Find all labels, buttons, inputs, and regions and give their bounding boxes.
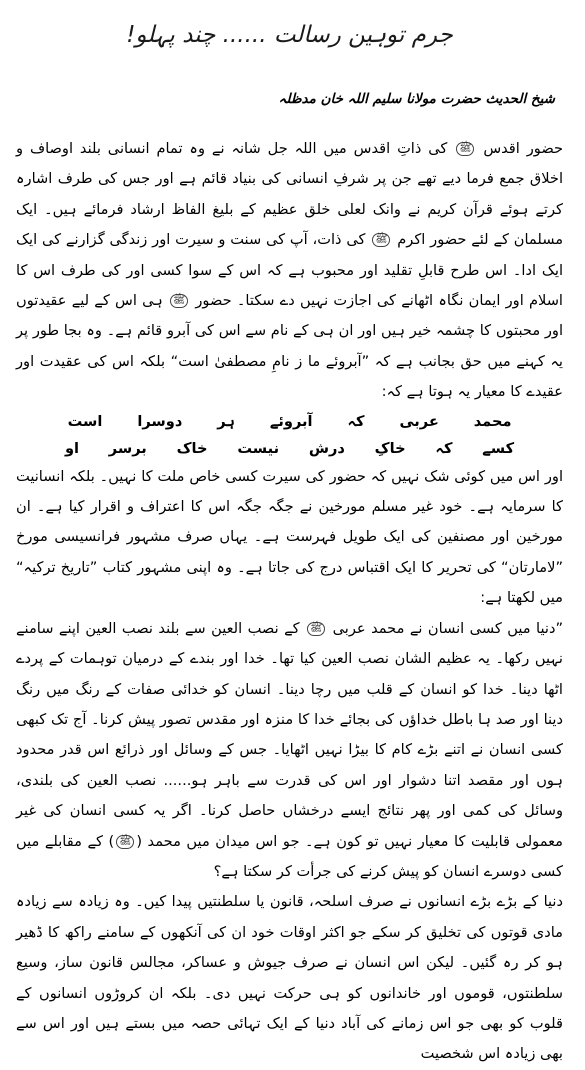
verse-word: دوسرا bbox=[137, 412, 183, 430]
verse-word: عربی bbox=[399, 412, 439, 430]
verse-word: خاک bbox=[176, 439, 208, 457]
verse-word: خاکِ bbox=[374, 439, 406, 457]
salutation-symbol: ﷺ bbox=[116, 835, 134, 849]
paragraph-text: حضور اقدس bbox=[483, 140, 564, 157]
verse-word: او bbox=[64, 439, 80, 457]
salutation-symbol: ﷺ bbox=[307, 622, 325, 636]
author-byline: شیخ الحدیث حضرت مولانا سلیم اللہ خان مدظلہ bbox=[278, 91, 555, 107]
paragraph-text: اور اس میں کوئی شک نہیں کہ حضور کی سیرت کسی خاص ملت کا نہیں۔ بلکہ انسانیت کا سرمایہ ہے۔ خود غیر مسلم مورخین نے جگہ جگہ اس کا اعتراف و اقرار کیا ہے۔ ان مورخین اور مصنفین کی ایک طویل فہرست ہے۔ یہاں صرف مشہور فرانسیسی مورخ ”لامارتان“ کی تحریر کا ایک اقتباس درج کی جاتا ہے۔ وہ اپنی مشہور کتاب ”تاریخ ترکیہ“ میں لکھتا ہے: bbox=[16, 467, 563, 607]
paragraph-text: کی ذاتِ اقدس میں اللہ جل شانہ نے وہ تمام انسانی بلند اوصاف و اخلاق جمع فرما دیے تھے جن پر شرفِ انسانی کی بنیاد قائم ہے اور جس کی طرف اشارہ کرتے ہوئے قرآن کریم نے وانک لعلی خلق عظیم کے بلیغ الفاظ ارشاد فرمائے ہیں۔ ایک مسلمان کے لئے حضور اکرم bbox=[16, 140, 564, 249]
paragraph-text: ہی اس کے لیے عقیدتوں اور محبتوں کا چشمہ خیر ہیں اور ان ہی کے نام سے اس کی آبرو قائم ہے۔ وہ بجا طور پر یہ کہنے میں حق بجانب ہے کہ ”آبروئے ما ز نامِ مصطفیٰ است“ بلکہ اس کی عقیدت اور عقیدے کا معیار یہ ہوتا ہے کہ: bbox=[16, 292, 563, 401]
paragraph-text: کی ذات، آپ کی سنت و سیرت اور زندگی گزارنے کی ایک ایک ادا۔ اس طرح قابلِ تقلید اور محبوب ہے کہ اس کے سوا کسی اور کی طرف اس کا اسلام اور ایمان نگاہ اٹھانے کی اجازت نہیں دے سکتا۔ حضور bbox=[16, 231, 563, 310]
verse-word: کہ bbox=[435, 439, 453, 457]
verse-word: ہر bbox=[217, 412, 235, 430]
paragraph-text: ) کے مقابلے میں کسی دوسرے انسان کو پیش کرنے کی جرأت کر سکتا ہے؟ bbox=[16, 832, 563, 880]
paragraph-text: ”دنیا میں کسی انسان نے محمد عربی bbox=[332, 619, 564, 637]
verse-line-1 bbox=[16, 408, 563, 435]
verse-word: است bbox=[67, 412, 103, 430]
verse-word: برسر bbox=[108, 439, 147, 457]
verse-line-2 bbox=[16, 435, 563, 462]
paragraph-text: دنیا کے بڑے بڑے انسانوں نے صرف اسلحہ، قانون یا سلطنتیں پیدا کیں۔ وہ زیادہ سے زیادہ مادی قوتوں کی تخلیق کر سکے جو اکثر اوقات خود ان کی آنکھوں کے سامنے راکھ کا ڈھیر ہو کر رہ گئیں۔ لیکن اس انسان نے صرف جیوش و عساکر، مجالس قانون ساز، وسیع سلطنتوں، قوموں اور خاندانوں کو ہی حرکت نہیں دی۔ بلکہ ان کروڑوں انسانوں کے قلوب کو بھی جو اس زمانے کی آباد دنیا کے ایک تہائی حصہ میں بستے ہیں اور اس سے بھی زیادہ اس شخصیت bbox=[16, 893, 563, 1063]
verse-word: محمد bbox=[473, 412, 512, 430]
salutation-symbol: ﷺ bbox=[170, 294, 188, 308]
verse-word: کہ bbox=[347, 412, 365, 430]
paragraph-conclusion bbox=[16, 887, 563, 1069]
salutation-symbol: ﷺ bbox=[456, 142, 474, 156]
paragraph-lamartine-intro bbox=[16, 462, 563, 614]
paragraph-intro bbox=[16, 134, 563, 408]
verse-word: نیست bbox=[237, 439, 280, 457]
verse-word: درش bbox=[308, 439, 345, 457]
paragraph-quotation bbox=[16, 614, 563, 888]
paragraph-text: کے نصب العین سے بلند نصب العین اپنے سامنے نہیں رکھا۔ یہ عظیم الشان نصب العین کیا تھا۔ خدا اور بندے کے درمیان توہمات کے پردے اٹھا دینا۔ خدا کو انسان کے قلب میں رچا دینا۔ انسان کو خدائی صفات کے رنگ میں رنگ دینا اور صد ہا باطل خداؤں کی بجائے خدا کا منزہ اور مقدس تصور پیش کرنا۔ آج تک کبھی کسی انسان نے اتنے بڑے کام کا بیڑا نہیں اٹھایا۔ جس کے وسائل اور ذرائع اس قدر محدود ہوں اور مقصد اتنا دشوار اور اس کی قدرت سے باہر ہو...... نصب العین کی بلندی، وسائل کی کمی اور پھر نتائج ایسے درخشاں حاصل کرنا۔ اگر یہ کسی انسان کی غیر معمولی قابلیت کا معیار نہیں تو کون ہے۔ جو اس میدان میں محمد ( bbox=[16, 619, 563, 850]
verse-word: آبروئے bbox=[269, 412, 313, 430]
salutation-symbol: ﷺ bbox=[372, 233, 390, 247]
article-title: جرم توہین رسالت ...... چند پہلو! bbox=[126, 22, 453, 48]
verse-word: کسے bbox=[482, 439, 515, 457]
